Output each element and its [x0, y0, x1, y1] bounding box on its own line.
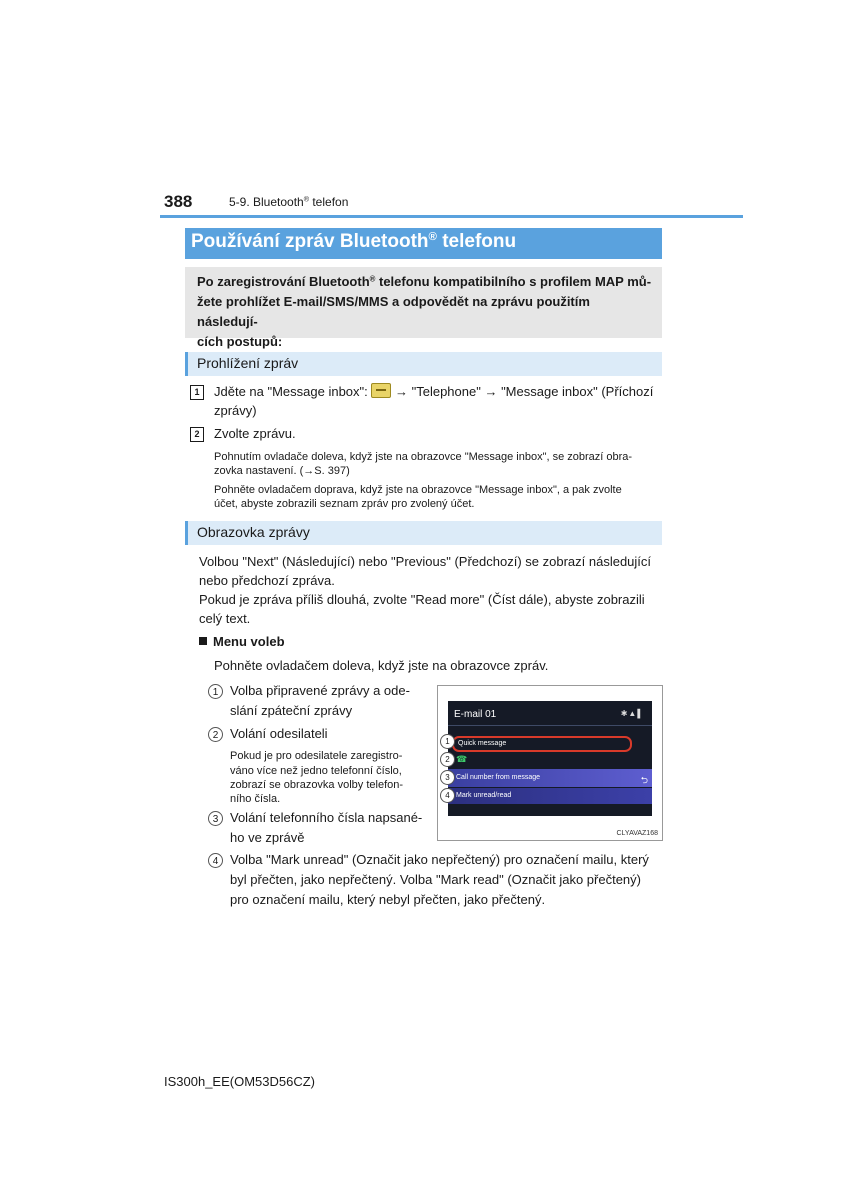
- note-2-line-2: účet, abyste zobrazili seznam zpráv pro zvolený účet.: [214, 498, 475, 510]
- return-arrow-icon: ⮌: [640, 775, 648, 785]
- item-4-line-3: pro označení mailu, který nebyl přečten, jako přečtený.: [230, 892, 546, 907]
- paragraph-1-line-1: Volbou "Next" (Následující) nebo "Previous" (Předchozí) se zobrazí následující: [199, 554, 652, 569]
- title-registered-mark: ®: [428, 231, 437, 244]
- registered-mark: ®: [303, 194, 310, 204]
- item-2-note-2: váno více než jedno telefonní číslo,: [230, 765, 402, 777]
- step-number-2: 2: [190, 427, 204, 442]
- quick-message-option[interactable]: Quick message: [452, 736, 632, 752]
- section-heading-screen: Obrazovka zprávy: [185, 521, 662, 545]
- section-reference: [229, 195, 348, 209]
- note-1-line-2: zovka nastavení. (→S. 397): [214, 465, 350, 477]
- note-2-line-1: Pohněte ovladačem doprava, když jste na obrazovce "Message inbox", a pak zvolte: [214, 484, 622, 496]
- footer-model-code: IS300h_EE(OM53D56CZ): [164, 1074, 316, 1089]
- screen-divider: [448, 725, 652, 726]
- figure-callout-1: 1: [440, 734, 455, 749]
- callout-number-1: 1: [208, 684, 223, 699]
- paragraph-1-line-2: nebo předchozí zpráva.: [199, 573, 335, 588]
- section-suffix: telefon: [309, 195, 349, 209]
- step-1-text: [214, 382, 653, 402]
- step-1-text-cont: zprávy): [214, 403, 257, 418]
- intro-box: [185, 267, 662, 349]
- status-icons: ✱▲▌: [620, 709, 644, 718]
- item-2-note-1: Pokud je pro odesilatele zaregistro-: [230, 750, 403, 762]
- page-title: [185, 228, 662, 259]
- page-number: 388: [164, 192, 193, 211]
- item-1-line-2: slání zpáteční zprávy: [230, 703, 353, 718]
- figure-code: CLYAVAZ168: [616, 830, 658, 837]
- note-1-line-1: Pohnutím ovladače doleva, když jste na obrazovce "Message inbox", se zobrazí obra-: [214, 451, 633, 463]
- figure-callout-2: 2: [440, 752, 455, 767]
- item-2-note-4: ního čísla.: [230, 793, 281, 805]
- intro-registered-mark: ®: [369, 274, 376, 284]
- intro-text: Po zaregistrování Bluetooth: [197, 274, 370, 289]
- intro-text-cont: telefonu kompatibilního s profilem MAP mů-: [375, 274, 652, 289]
- figure-callout-4: 4: [440, 788, 455, 803]
- menu-heading-text: Menu voleb: [213, 634, 285, 649]
- mark-unread-read-option[interactable]: Mark unread/read: [448, 788, 652, 804]
- title-text: Používání zpráv Bluetooth: [191, 231, 429, 252]
- step-1-text-a: Jděte na "Message inbox":: [214, 384, 372, 399]
- item-4-line-2: byl přečten, jako nepřečtený. Volba "Mark read" (Označit jako přečtený): [230, 872, 641, 887]
- callout-number-3: 3: [208, 811, 223, 826]
- square-bullet-icon: [199, 637, 207, 645]
- figure-callout-3: 3: [440, 770, 455, 785]
- callout-number-4: 4: [208, 853, 223, 868]
- paragraph-2-line-1: Pokud je zpráva příliš dlouhá, zvolte "Read more" (Číst dále), abyste zobrazili: [199, 592, 645, 607]
- item-3-line-2: ho ve zprávě: [230, 830, 305, 845]
- callout-number-2: 2: [208, 727, 223, 742]
- intro-line-1: [197, 272, 654, 292]
- menu-heading: [199, 632, 285, 652]
- intro-line-3: cích postupů:: [197, 334, 283, 349]
- menu-icon: [371, 383, 391, 398]
- item-2-note-3: zobrazí se obrazovka volby telefon-: [230, 779, 404, 791]
- item-2-line-1: Volání odesilateli: [230, 726, 328, 741]
- step-number-1: 1: [190, 385, 204, 400]
- step-1-text-b: → "Telephone" → "Message inbox" (Příchozí: [391, 384, 654, 399]
- menu-intro: Pohněte ovladačem doleva, když jste na obrazovce zpráv.: [214, 658, 549, 673]
- call-number-option[interactable]: Call number from message: [448, 769, 652, 787]
- screen-title: E-mail 01: [454, 709, 497, 720]
- step-2-text: Zvolte zprávu.: [214, 426, 296, 441]
- display-screen: [448, 701, 652, 816]
- section-prefix: 5-9. Bluetooth: [229, 195, 304, 209]
- phone-call-icon[interactable]: ☎: [456, 754, 468, 764]
- paragraph-2-line-2: celý text.: [199, 611, 251, 626]
- message-screen-figure: [437, 685, 663, 841]
- item-3-line-1: Volání telefonního čísla napsané-: [230, 810, 423, 825]
- intro-line-2: žete prohlížet E-mail/SMS/MMS a odpovědět na zprávu použitím následují-: [197, 294, 590, 329]
- section-heading-view: Prohlížení zpráv: [185, 352, 662, 376]
- item-1-line-1: Volba připravené zprávy a ode-: [230, 683, 410, 698]
- title-text-suffix: telefonu: [436, 231, 517, 252]
- item-4-line-1: Volba "Mark unread" (Označit jako nepřečtený) pro označení mailu, který: [230, 852, 649, 867]
- header-rule: [160, 215, 743, 218]
